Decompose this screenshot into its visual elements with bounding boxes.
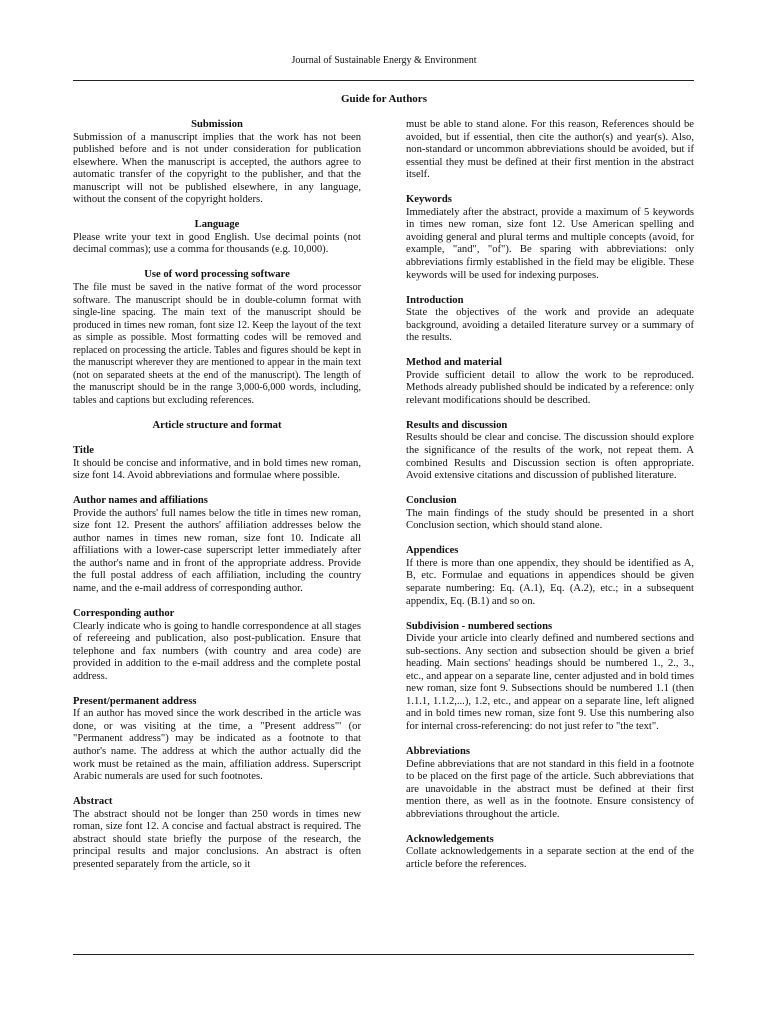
section-subdivision	[406, 621, 694, 734]
section-submission	[73, 119, 361, 207]
section-text: If there is more than one appendix, they should be identified as A, B, etc. Formulae and equations in appendices should be given separate numbering: Eq. (A.1), Eq. (A.2), etc.; in a subsequent appendix, Eq. (B.1) and so on.	[406, 557, 694, 607]
section-text: Define abbreviations that are not standard in this field in a footnote to be placed on the first page of the article. Such abbreviations that are unavoidable in the abstract must be defined at their first mention there, as well as in the footnote. Ensure consistency of abbreviations throughout the article.	[406, 758, 694, 820]
journal-running-header: Journal of Sustainable Energy & Environment	[291, 55, 477, 66]
section-text: Submission of a manuscript implies that the work has not been published before and is not under consideration for publication elsewhere. When the manuscript is accepted, the authors agree to automatic transfer of the copyright to the publisher, and that the manuscript will not be published elsewhere, in any language, without the consent of the copyright holders.	[73, 131, 361, 206]
section-results	[406, 420, 694, 483]
section-text: If an author has moved since the work described in the article was done, or was visiting at the time, a "Present address"' (or "Permanent address") may be indicated as a footnote to that author's name. The address at which the author actually did the work must be retained as the main, affiliation address. Superscript Arabic numerals are used for such footnotes.	[73, 708, 361, 783]
section-text: Collate acknowledgements in a separate section at the end of the article before the references.	[406, 846, 694, 870]
section-heading: Abstract	[73, 796, 113, 808]
section-word-processing	[73, 269, 361, 407]
section-conclusion	[406, 495, 694, 533]
section-title	[73, 445, 361, 483]
section-text: Immediately after the abstract, provide a maximum of 5 keywords in times new roman, size font 12. Use American spelling and avoiding general and plural terms and multiple concepts (avoid, for example, "and", "of"). Be sparing with abbreviations: only abbreviations firmly established in the field may be eligible. These keywords will be used for indexing purposes.	[406, 206, 694, 281]
section-heading: Use of word processing software	[144, 269, 290, 281]
section-heading: Corresponding author	[73, 608, 175, 620]
section-heading: Language	[194, 219, 240, 231]
section-heading: Method and material	[406, 357, 502, 369]
section-language	[73, 219, 361, 257]
section-heading: Present/permanent address	[73, 695, 197, 707]
section-heading: Acknowledgements	[406, 833, 494, 845]
section-keywords	[406, 194, 694, 282]
section-heading: Article structure and format	[152, 419, 282, 431]
section-text: The abstract should not be longer than 250 words in times new roman, size font 12. A concise and factual abstract is required. The abstract should state briefly the purpose of the research, the principal results and major conclusions. An abstract is often presented separately from the article, so it	[73, 808, 361, 870]
section-author-names	[73, 495, 361, 595]
left-column	[73, 119, 361, 884]
section-text: Provide the authors' full names below the title in times new roman, size font 12. Present the authors' affiliation addresses below the author names in times new roman, size font 10. Indicate all affiliations with a lower-case superscript letter immediately after the author's name and in front of the appropriate address. Provide the full postal address of each affiliation, including the country name, and the e-mail address of corresponding author.	[73, 507, 361, 594]
section-heading: Introduction	[406, 294, 464, 306]
header-rule	[73, 80, 694, 81]
section-acknowledgements	[406, 834, 694, 872]
section-text: It should be concise and informative, and in bold times new roman, size font 14. Avoid abbreviations and formulae where possible.	[73, 457, 361, 482]
section-heading: Appendices	[406, 545, 459, 557]
section-corresponding-author	[73, 608, 361, 683]
section-text: The main findings of the study should be presented in a short Conclusion section, which should stand alone.	[406, 507, 694, 532]
section-heading: Conclusion	[406, 495, 457, 507]
section-article-structure	[73, 420, 361, 433]
section-abbreviations	[406, 746, 694, 821]
section-heading: Submission	[191, 119, 243, 130]
section-text: Provide sufficient detail to allow the work to be reproduced. Methods already published should be indicated by a reference: only relevant modifications should be described.	[406, 369, 694, 406]
section-text: Divide your article into clearly defined and numbered sections and sub-sections. Any section and subsection should be given a brief heading. Main sections' headings should be numbered 1., 2., 3., etc., and appear on a separate line, center adjusted and in bold times new roman, size font 9. Subsections should be numbered 1.1 (then 1.1.1, 1.1.2,...), 1.2, etc., and appear on a separate line, left aligned and in bold times new roman, size font 9. Use this numbering also for internal cross-referencing: do not just refer to "the text".	[406, 633, 694, 732]
section-abstract	[73, 796, 361, 871]
section-heading: Results and discussion	[406, 419, 508, 431]
page-title: Guide for Authors	[341, 93, 427, 105]
section-heading: Subdivision - numbered sections	[406, 620, 553, 632]
section-text: State the objectives of the work and provide an adequate background, avoiding a detailed literature survey or a summary of the results.	[406, 307, 694, 344]
section-introduction	[406, 295, 694, 345]
section-method	[406, 357, 694, 407]
section-text: The file must be saved in the native format of the word processor software. The manuscript should be in double-column format with single-line spacing. The main text of the manuscript should be produced in times new roman, font size 12. Keep the layout of the text as simple as possible. Most formatting codes will be removed and replaced on processing the article. Tables and figures should be kept in the manuscript wherever they are mentioned to appear in the main text (not on separated sheets at the end of the manuscript). The length of the manuscript should be in the range 3,000-6,000 words, including, tables and captions but excluding references.	[73, 282, 361, 406]
section-present-address	[73, 696, 361, 784]
section-text: Please write your text in good English. Use decimal points (not decimal commas); use a comma for thousands (e.g. 10,000).	[73, 231, 361, 256]
right-column	[406, 119, 694, 884]
section-heading: Author names and affiliations	[73, 495, 208, 507]
section-text: Clearly indicate who is going to handle correspondence at all stages of refereeing and publication, also post-publication. Ensure that telephone and fax numbers (with country and area code) are provided in addition to the e-mail address and the complete postal address.	[73, 620, 361, 682]
section-abstract-continued	[406, 119, 694, 182]
section-heading: Title	[73, 445, 94, 457]
section-heading: Abbreviations	[406, 745, 470, 757]
section-heading: Keywords	[406, 194, 452, 206]
section-text: Results should be clear and concise. The discussion should explore the significance of the results of the work, not repeat them. A combined Results and Discussion section is often appropriate. Avoid extensive citations and discussion of published literature.	[406, 432, 694, 482]
section-appendices	[406, 545, 694, 608]
footer-rule	[73, 954, 694, 955]
section-text: must be able to stand alone. For this reason, References should be avoided, but if essential, then cite the author(s) and year(s). Also, non-standard or uncommon abbreviations should be avoided, but if essential they must be defined at their first mention in the abstract itself.	[406, 119, 694, 181]
